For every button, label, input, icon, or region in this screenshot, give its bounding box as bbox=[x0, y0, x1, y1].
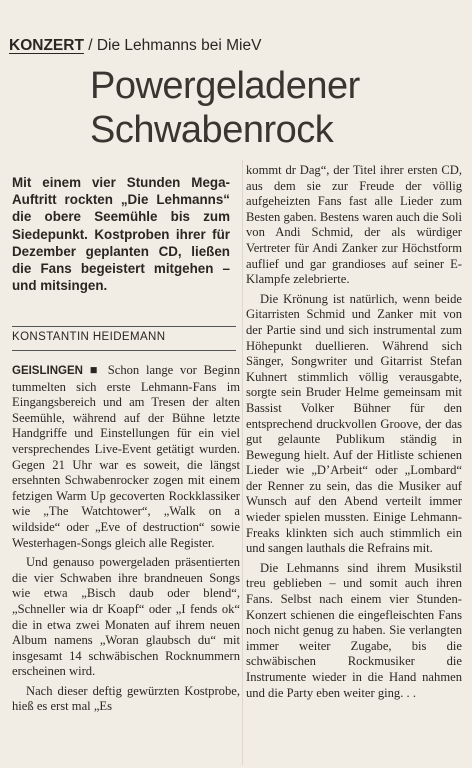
body-column-right bbox=[246, 163, 462, 705]
body-paragraph: Und genauso powergeladen präsentierten die vier Schwaben ihre brandneuen Songs wie etwa „Bisch daub oder blend“, „Schneller wia dr Koapf“ oder „I fends ok“ die in etwa zwei Monaten auf ihrem neuen Album namens „Woran glaubsch du“ mit insgesamt 14 schwäbischen Rocknummern erscheinen wird. bbox=[12, 555, 240, 679]
body-column-left bbox=[12, 363, 240, 719]
dateline: GEISLINGEN bbox=[12, 365, 83, 377]
kicker bbox=[9, 37, 449, 55]
byline: KONSTANTIN HEIDEMANN bbox=[12, 331, 166, 343]
body-paragraph: Nach dieser deftig gewürzten Kostprobe, hieß es erst mal „Es bbox=[12, 683, 240, 714]
headline bbox=[90, 64, 460, 152]
dateline-square-icon: ■ bbox=[89, 363, 108, 377]
kicker-separator: / bbox=[88, 37, 97, 54]
lead-paragraph: Mit einem vier Stunden Mega-Auftritt rockten „Die Lehmanns“ die obere Seemühle bis zum Siedepunkt. Kostproben ihrer für Dezember geplanten CD, ließen die Fans begeistert mitgehen – und mitsingen. bbox=[12, 175, 230, 294]
body-paragraph bbox=[12, 363, 240, 551]
column-divider bbox=[242, 160, 243, 765]
body-paragraph: Die Krönung ist natürlich, wenn beide Gitarristen Schmid und Zanker mit von der Partie sind und sich instrumental zum Höhepunkt duellieren. Während sich Sänger, Songwriter und Gitarrist Stefan Kuhnert stimmlich völlig verausgabte, sorgte sein Bruder Helme gemeinsam mit Bassist Volker Bühner für den entsprechend druckvollen Groove, der das gut gelaunte Publikum ständig in Bewegung hielt. Auf der Hitliste schienen Lieder wie „D’Arbeit“ oder „Lombard“ der Renner zu sein, das die Musiker auf Wunsch auf den Abend verteilt immer wieder spielen mussten. Einige Lehmann-Freaks klinkten sich auch stimmlich ein und sangen lauthals die Refrains mit. bbox=[246, 291, 462, 556]
body-paragraph: Die Lehmanns sind ihrem Musikstil treu geblieben – und somit auch ihren Fans. Selbst nach einem vier Stunden-Konzert schienen die eingefleischten Fans noch nicht genug zu haben. Sie verlangten immer weiter Zugabe, bis die schwäbischen Rockmusiker die Instrumente wieder in die Hand nahmen und die Party eben weiter ging. . . bbox=[246, 560, 462, 700]
byline-rule-bottom bbox=[12, 350, 236, 351]
body-paragraph: kommt dr Dag“, der Titel ihrer ersten CD, aus dem sie zur Freude der völlig aufgeheizten Fans fast alle Lieder zum Besten gaben. Bestens waren auch die Soli von Andi Schmid, der als würdiger Vertreter für Andi Zanker zur Höchstform auflief und gar grandioses auf seiner E-Klampfe zelebrierte. bbox=[246, 163, 462, 287]
kicker-topic: Die Lehmanns bei MieV bbox=[96, 37, 262, 54]
headline-line-1: Powergeladener bbox=[90, 65, 360, 107]
paragraph-text: Schon lange vor Beginn tummelten sich erste Lehmann-Fans im Eingangsbereich und am Tresen der alten Seemühle, während auf der Bühne letzte Handgriffe und Einstellungen für ein viel versprechendes Live-Event getätigt wurden. Gegen 21 Uhr war es soweit, die längst ersehnten Schwabenrocker zogen mit einem fetzigen Warm Up gecoverten Rockklassiker wie „The Watchtower“, „Walk on a wildside“ oder „Eve of destruction“ sowie Westerhagen-Songs gleich alle Register. bbox=[12, 363, 240, 550]
section-label: KONZERT bbox=[9, 37, 84, 54]
headline-line-2: Schwabenrock bbox=[90, 109, 334, 151]
byline-rule-top bbox=[12, 326, 236, 327]
